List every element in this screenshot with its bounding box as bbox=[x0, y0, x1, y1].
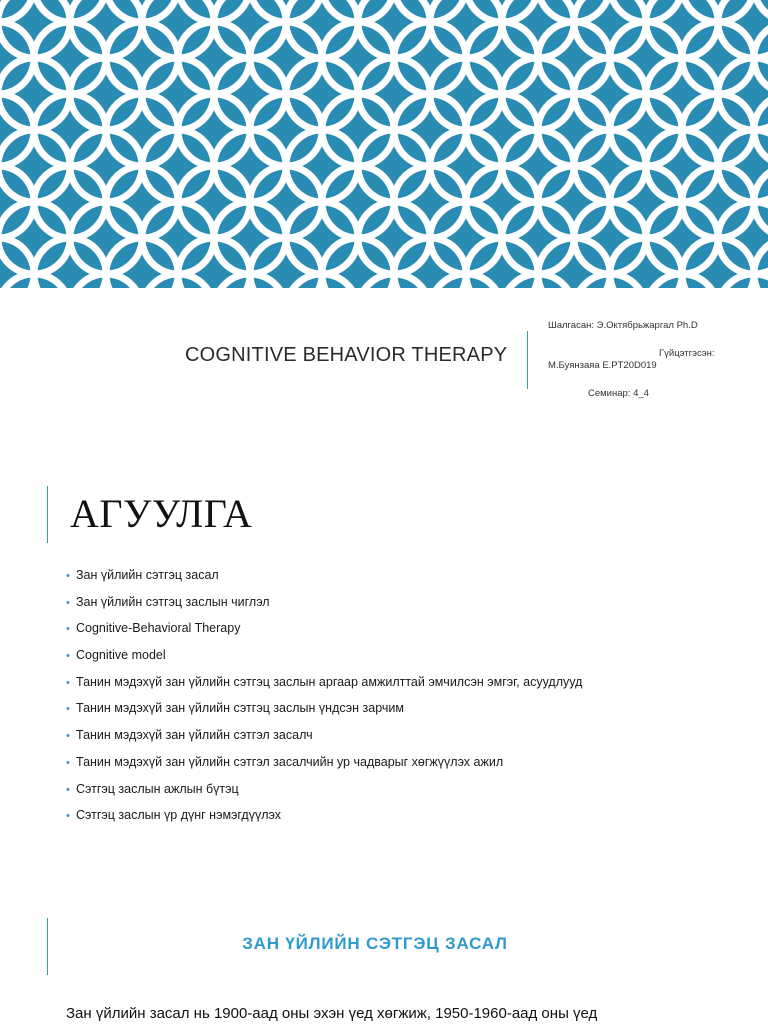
list-item-text: Танин мэдэхүй зан үйлийн сэтгэц заслын үндсэн зарчим bbox=[76, 701, 404, 716]
list-item-text: Сэтгэц заслын үр дүнг нэмэгдүүлэх bbox=[76, 808, 281, 823]
list-item bbox=[66, 780, 582, 807]
bullet-icon: • bbox=[66, 730, 70, 743]
bullet-icon: • bbox=[66, 703, 70, 716]
list-item-text: Cognitive model bbox=[76, 648, 166, 663]
supervisor-text: Шалгасан: Э.Октябрьжаргал Ph.D bbox=[548, 320, 698, 331]
bullet-icon: • bbox=[66, 596, 70, 609]
section-heading: ЗАН ҮЙЛИЙН СЭТГЭЦ ЗАСАЛ bbox=[242, 934, 508, 953]
list-item bbox=[66, 566, 582, 593]
bullet-icon: • bbox=[66, 783, 70, 796]
list-item-text: Танин мэдэхүй зан үйлийн сэтгэл засалч bbox=[76, 728, 313, 743]
bullet-icon: • bbox=[66, 810, 70, 823]
list-item-text: Танин мэдэхүй зан үйлийн сэтгэц заслын аргаар амжилттай эмчилсэн эмгэг, асуудлууд bbox=[76, 674, 583, 689]
list-item bbox=[66, 699, 582, 726]
list-item-text: Сэтгэц заслын ажлын бүтэц bbox=[76, 781, 239, 796]
list-item-text: Зан үйлийн сэтгэц заслын чиглэл bbox=[76, 594, 270, 609]
bullet-icon: • bbox=[66, 623, 70, 636]
seminar-text: Семинар: 4_4 bbox=[588, 388, 649, 399]
toc-list bbox=[66, 566, 582, 833]
list-item bbox=[66, 806, 582, 833]
bullet-icon: • bbox=[66, 570, 70, 582]
list-item bbox=[66, 753, 582, 780]
list-item bbox=[66, 726, 582, 753]
toc-heading: АГУУЛГА bbox=[70, 491, 253, 536]
title-divider bbox=[527, 331, 528, 389]
list-item-text: Зан үйлийн сэтгэц засал bbox=[76, 568, 219, 582]
list-item bbox=[66, 619, 582, 646]
list-item-text: Танин мэдэхүй зан үйлийн сэтгэл засалчийн ур чадварыг хөгжүүлэх ажил bbox=[76, 754, 504, 769]
performer-label: Гүйцэтгэсэн: bbox=[659, 348, 715, 359]
list-item bbox=[66, 593, 582, 620]
section-body-text: Зан үйлийн засал нь 1900-аад оны эхэн үед хөгжиж, 1950-1960-аад оны үед bbox=[66, 1005, 598, 1022]
list-item bbox=[66, 646, 582, 673]
bullet-icon: • bbox=[66, 676, 70, 689]
list-item bbox=[66, 673, 582, 700]
performer-name: М.Буянзаяа E.PT20D019 bbox=[548, 360, 657, 371]
decorative-pattern-banner bbox=[0, 0, 768, 288]
presentation-title: COGNITIVE BEHAVIOR THERAPY bbox=[185, 344, 508, 366]
bullet-icon: • bbox=[66, 756, 70, 769]
bullet-icon: • bbox=[66, 650, 70, 663]
toc-accent-line bbox=[47, 486, 48, 543]
list-item-text: Cognitive-Behavioral Therapy bbox=[76, 621, 241, 636]
